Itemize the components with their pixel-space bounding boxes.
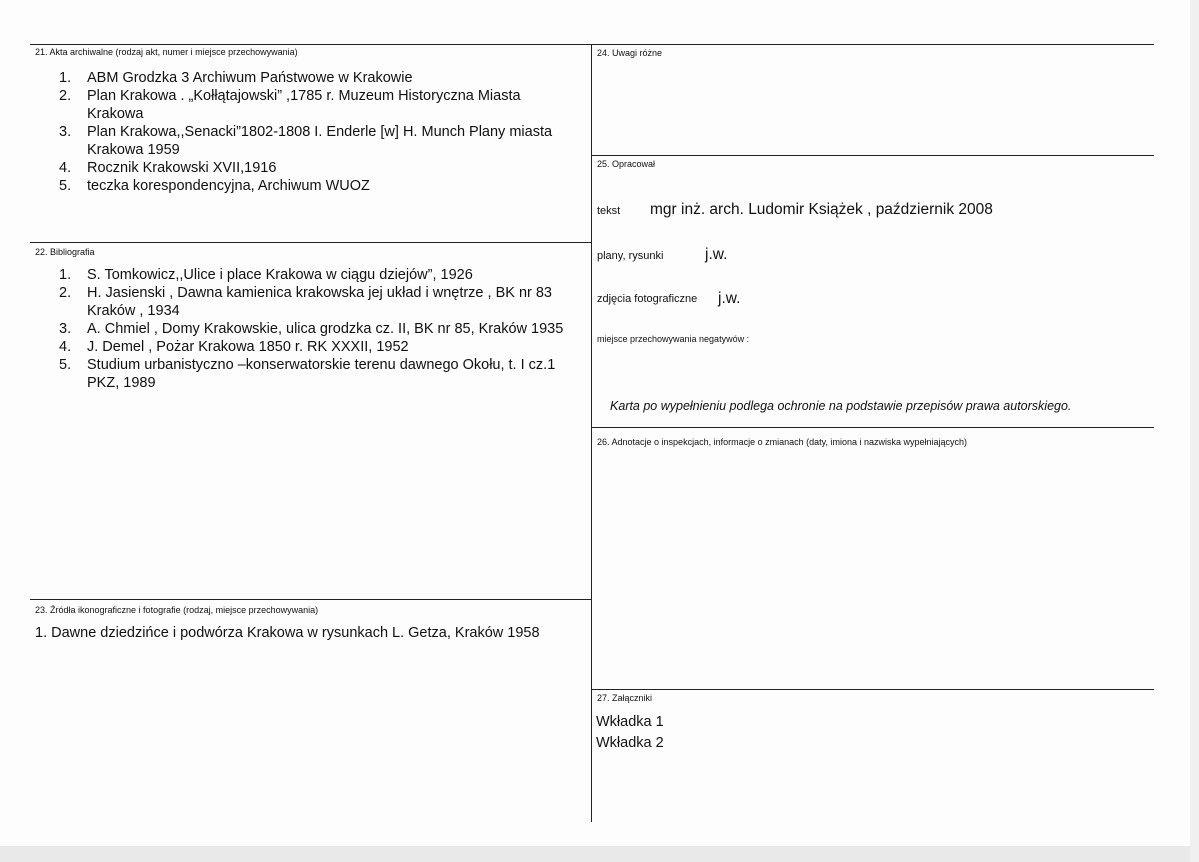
section-21-label: 21. Akta archiwalne (rodzaj akt, numer i miejsce przechowywania): [35, 47, 298, 57]
section-26-label: 26. Adnotacje o inspekcjach, informacje o zmianach (daty, imiona i nazwiska wypełniających): [597, 437, 968, 447]
list-item: 5. teczka korespondencyjna, Archiwum WUOZ: [59, 178, 370, 194]
section-27-label: 27. Załączniki: [597, 693, 653, 703]
scan-border-bottom: [0, 846, 1199, 862]
attachment-item: Wkładka 1: [596, 714, 664, 730]
divider-26-27: [591, 689, 1154, 690]
divider-25-26: [591, 427, 1154, 428]
divider-24-25: [591, 155, 1154, 156]
archive-list: [35, 69, 555, 195]
section-23-label: 23. Źródła ikonograficzne i fotografie (rodzaj, miejsce przechowywania): [35, 605, 319, 615]
list-item: 1. S. Tomkowicz,,Ulice i place Krakowa w ciągu dziejów”, 1926: [59, 267, 473, 283]
section-22-label: 22. Bibliografia: [35, 247, 95, 257]
bibliography-list: [35, 266, 565, 392]
list-item: 3. Plan Krakowa,,Senacki”1802-1808 I. Enderle [w] H. Munch Plany miasta Krakowa 1959: [59, 124, 553, 158]
tekst-label: tekst: [597, 205, 621, 217]
list-item: 1. ABM Grodzka 3 Archiwum Państwowe w Krakowie: [59, 70, 413, 86]
divider-22-23: [30, 599, 591, 600]
plany-label: plany, rysunki: [597, 250, 664, 262]
section-24-label: 24. Uwagi różne: [597, 48, 663, 58]
negatives-storage-label: miejsce przechowywania negatywów :: [597, 334, 750, 344]
scan-border-right: [1190, 0, 1199, 862]
list-item: 5. Studium urbanistyczno –konserwatorskie terenu dawnego Okołu, t. I cz.1 PKZ, 1989: [59, 357, 556, 391]
list-item: 4. J. Demel , Pożar Krakowa 1850 r. RK XXXII, 1952: [59, 339, 409, 355]
tekst-value: mgr inż. arch. Ludomir Książek , październik 2008: [650, 201, 993, 218]
zdjecia-value: j.w.: [718, 290, 741, 307]
center-divider: [591, 44, 592, 822]
iconography-item: 1. Dawne dziedzińce i podwórza Krakowa w rysunkach L. Getza, Kraków 1958: [35, 625, 540, 641]
section-25-label: 25. Opracował: [597, 159, 656, 169]
plany-value: j.w.: [705, 246, 728, 263]
attachment-item: Wkładka 2: [596, 735, 664, 751]
list-item: 2. H. Jasienski , Dawna kamienica krakowska jej układ i wnętrze , BK nr 83 Kraków , 1934: [59, 285, 552, 319]
list-item: 4. Rocznik Krakowski XVII,1916: [59, 160, 277, 176]
top-divider: [30, 44, 1154, 45]
list-item: 2. Plan Krakowa . „Kołłątajowski” ,1785 r. Muzeum Historyczna Miasta Krakowa: [59, 88, 521, 122]
zdjecia-label: zdjęcia fotograficzne: [597, 293, 698, 305]
list-item: 3. A. Chmiel , Domy Krakowskie, ulica grodzka cz. II, BK nr 85, Kraków 1935: [59, 321, 564, 337]
copyright-note: Karta po wypełnieniu podlega ochronie na podstawie przepisów prawa autorskiego.: [610, 399, 1072, 413]
divider-21-22: [30, 242, 591, 243]
